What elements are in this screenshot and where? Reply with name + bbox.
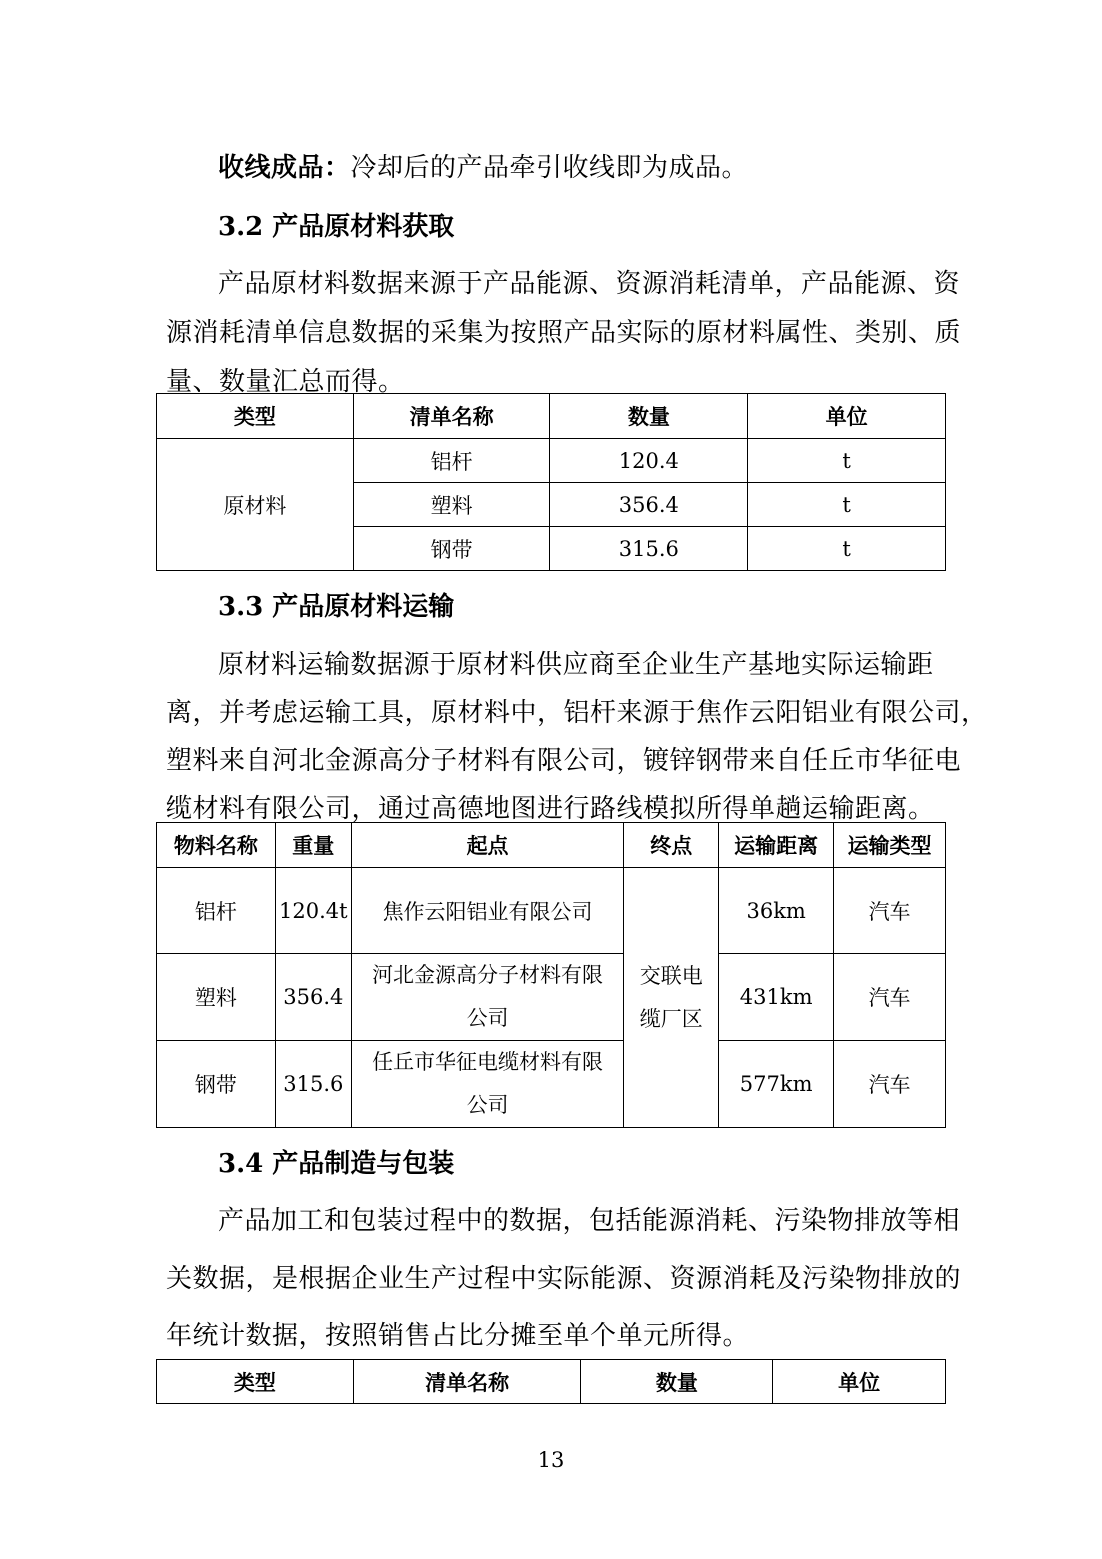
table-header-row <box>157 394 946 439</box>
paragraph-line: 关数据，是根据企业生产过程中实际能源、资源消耗及污染物排放的 <box>166 1264 962 1294</box>
section-heading-3-4: 3.4 产品制造与包装 <box>218 1149 455 1179</box>
cell-name: 塑料 <box>353 483 550 527</box>
header-list-name: 清单名称 <box>353 394 550 439</box>
cell-weight: 315.6 <box>275 1041 351 1128</box>
header-destination: 终点 <box>624 823 719 868</box>
origin-line: 任丘市华征电缆材料有限 <box>372 1050 604 1074</box>
paragraph-line: 原材料运输数据源于原材料供应商至企业生产基地实际运输距 <box>218 650 934 680</box>
table-row <box>157 868 946 954</box>
cell-distance: 577km <box>719 1041 834 1128</box>
header-origin: 起点 <box>351 823 624 868</box>
header-weight: 重量 <box>275 823 351 868</box>
paragraph-line: 塑料来自河北金源高分子材料有限公司，镀锌钢带来自任丘市华征电 <box>166 746 962 776</box>
cell-origin <box>351 1041 624 1128</box>
cell-origin <box>351 868 624 954</box>
intro-text: 冷却后的产品牵引收线即为成品。 <box>350 153 749 183</box>
paragraph-line: 量、数量汇总而得。 <box>166 367 405 397</box>
manufacturing-table <box>156 1359 946 1404</box>
cell-distance: 36km <box>719 868 834 954</box>
origin-line: 焦作云阳铝业有限公司 <box>382 899 593 924</box>
cell-qty: 315.6 <box>550 527 748 571</box>
table-header-row <box>157 1360 946 1404</box>
header-list-name: 清单名称 <box>353 1360 581 1404</box>
cell-unit: t <box>748 527 946 571</box>
destination-line: 缆厂区 <box>639 1006 703 1031</box>
cell-qty: 356.4 <box>550 483 748 527</box>
header-transport-mode: 运输类型 <box>834 823 946 868</box>
origin-line: 公司 <box>466 1093 509 1117</box>
cell-material: 钢带 <box>157 1041 276 1128</box>
cell-mode: 汽车 <box>834 954 946 1041</box>
table-header-row <box>157 823 946 868</box>
cell-name: 铝杆 <box>353 439 550 483</box>
cell-material: 塑料 <box>157 954 276 1041</box>
header-unit: 单位 <box>748 394 946 439</box>
paragraph-line: 源消耗清单信息数据的采集为按照产品实际的原材料属性、类别、质 <box>166 318 962 348</box>
cell-destination <box>624 868 719 1128</box>
cell-mode: 汽车 <box>834 868 946 954</box>
header-unit: 单位 <box>773 1360 946 1404</box>
raw-material-table <box>156 393 946 571</box>
cell-mode: 汽车 <box>834 1041 946 1128</box>
section-heading-3-2: 3.2 产品原材料获取 <box>218 212 455 242</box>
cell-qty: 120.4 <box>550 439 748 483</box>
page-number: 13 <box>537 1448 565 1472</box>
header-quantity: 数量 <box>581 1360 773 1404</box>
destination-line: 交联电 <box>639 963 703 988</box>
paragraph-line: 产品原材料数据来源于产品能源、资源消耗清单，产品能源、资 <box>218 269 961 299</box>
table-row <box>157 1041 946 1128</box>
group-cell: 原材料 <box>157 439 354 571</box>
header-type: 类型 <box>157 394 354 439</box>
header-type: 类型 <box>157 1360 354 1404</box>
paragraph-line: 缆材料有限公司，通过高德地图进行路线模拟所得单趟运输距离。 <box>166 794 935 824</box>
transport-table <box>156 822 946 1128</box>
section-heading-3-3: 3.3 产品原材料运输 <box>218 592 455 622</box>
cell-name: 钢带 <box>353 527 550 571</box>
paragraph-line: 离，并考虑运输工具，原材料中，铝杆来源于焦作云阳铝业有限公司， <box>166 698 988 728</box>
header-distance: 运输距离 <box>719 823 834 868</box>
table-row <box>157 954 946 1041</box>
cell-material: 铝杆 <box>157 868 276 954</box>
cell-weight: 120.4t <box>275 868 351 954</box>
cell-unit: t <box>748 483 946 527</box>
intro-paragraph <box>218 147 748 184</box>
cell-weight: 356.4 <box>275 954 351 1041</box>
intro-label: 收线成品： <box>218 153 351 183</box>
paragraph-line: 产品加工和包装过程中的数据，包括能源消耗、污染物排放等相 <box>218 1206 961 1236</box>
cell-distance: 431km <box>719 954 834 1041</box>
header-material-name: 物料名称 <box>157 823 276 868</box>
origin-line: 河北金源高分子材料有限 <box>372 963 604 987</box>
cell-unit: t <box>748 439 946 483</box>
table-row <box>157 439 946 483</box>
paragraph-line: 年统计数据，按照销售占比分摊至单个单元所得。 <box>166 1321 750 1351</box>
cell-origin <box>351 954 624 1041</box>
header-quantity: 数量 <box>550 394 748 439</box>
origin-line: 公司 <box>466 1006 509 1030</box>
